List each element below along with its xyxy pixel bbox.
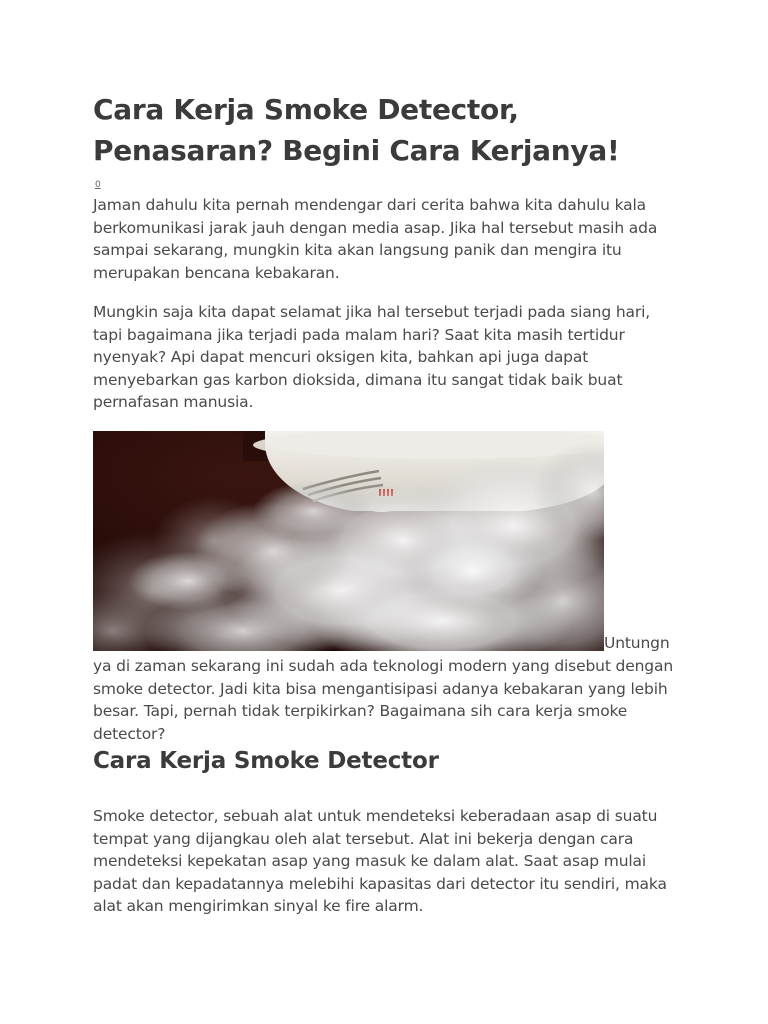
- comment-count-link[interactable]: 0: [95, 180, 101, 190]
- section-heading: Cara Kerja Smoke Detector: [93, 748, 439, 774]
- after-image-lead: Untungn: [604, 634, 670, 652]
- intro-paragraph: Jaman dahulu kita pernah mendengar dari cerita bahwa kita dahulu kala berkomunikasi jarak jauh dengan media asap. Jika hal tersebut masih ada sampai sekarang, mungkin kita akan langsung panik dan mengira itu merupakan bencana kebakaran.: [93, 196, 658, 282]
- second-paragraph: Mungkin saja kita dapat selamat jika hal tersebut terjadi pada siang hari, tapi bagaimana jika terjadi pada malam hari? Saat kita masih tertidur nyenyak? Api dapat mencuri oksigen kita, bahkan api juga dapat menyebarkan gas karbon dioksida, dimana itu sangat tidak baik buat pernafasan manusia.: [93, 303, 651, 411]
- section-paragraph: Smoke detector, sebuah alat untuk mendeteksi keberadaan asap di suatu tempat yang dijangkau oleh alat tersebut. Alat ini bekerja dengan cara mendeteksi kepekatan asap yang masuk ke dalam alat. Saat asap mulai padat dan kepadatannya melebihi kapasitas dari detector itu sendiri, maka alat akan mengirimkan sinyal ke fire alarm.: [93, 807, 667, 915]
- smoke-detector-photo: [93, 431, 604, 651]
- article-title: Cara Kerja Smoke Detector, Penasaran? Begini Cara Kerjanya!: [93, 93, 620, 167]
- after-image-rest: ya di zaman sekarang ini sudah ada teknologi modern yang disebut dengan smoke detector. Jadi kita bisa mengantisipasi adanya kebakaran yang lebih besar. Tapi, pernah tidak terpikirkan? Bagaimana sih cara kerja smoke detector?: [93, 657, 674, 743]
- article-figure: [93, 431, 676, 651]
